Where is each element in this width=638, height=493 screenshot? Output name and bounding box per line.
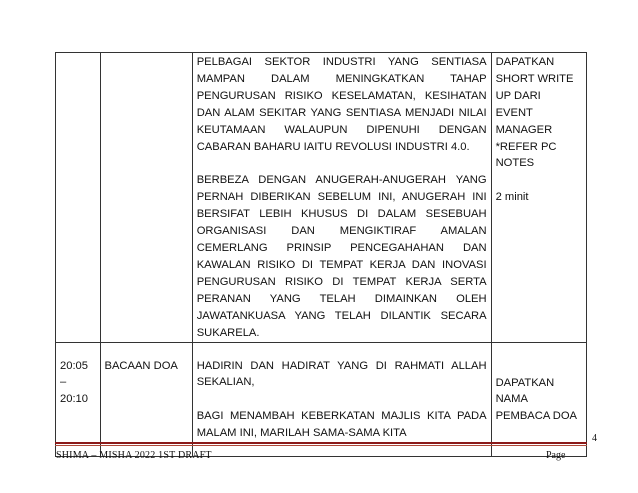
note-line: *REFER PC	[495, 140, 557, 153]
footer-divider	[55, 442, 587, 444]
table-row	[56, 342, 587, 456]
content-cell	[192, 53, 491, 343]
content-cell	[192, 342, 491, 456]
time-start: 20:05 –	[60, 359, 88, 389]
note-line: UP DARI	[495, 89, 541, 102]
note-line: PEMBACA DOA	[495, 410, 578, 423]
note-line: MANAGER	[495, 123, 553, 136]
item-cell: BACAAN DOA	[100, 342, 192, 456]
note-line: DAPATKAN	[495, 56, 555, 68]
time-cell	[56, 53, 101, 343]
footer-page-label: Page	[546, 450, 566, 461]
footer-divider	[55, 445, 587, 446]
note-line: SHORT WRITE	[495, 72, 574, 85]
table-row	[56, 53, 587, 343]
note-line: EVENT	[495, 106, 533, 119]
content-paragraph: BERBEZA DENGAN ANUGERAH-ANUGERAH YANG PERNAH DIBERIKAN SEBELUM INI, ANUGERAH INI BERSIFAT LEBIH KHUSUS DI DALAM SESEBUAH ORGANISASI DAN MENGIKTIRAF AMALAN CEMERLANG PRINSIP PENCEGAHAHAN DAN KAWALAN RISIKO DI TEMPAT KERJA DAN INOVASI PENGURUSAN RISIKO DI TEMPAT KERJA SERTA PERANAN YANG TELAH DIMAINKAN OLEH JAWATANKUASA YANG TELAH DILANTIK SECARA SUKARELA.	[196, 174, 487, 339]
content-paragraph: PELBAGAI SEKTOR INDUSTRI YANG SENTIASA MAMPAN DALAM MENINGKATKAN TAHAP PENGURUSAN RISIKO KESELAMATAN, KESIHATAN DAN ALAM SEKITAR YANG SENTIASA MENJADI NILAI KEUTAMAAN WALAUPUN DIPENUHI DENGAN CABARAN BAHARU IAITU REVOLUSI INDUSTRI 4.0.	[196, 56, 487, 153]
note-line: NOTES	[495, 157, 535, 170]
note-line: NAMA	[495, 393, 528, 406]
note-cell	[491, 53, 586, 343]
note-cell	[491, 342, 586, 456]
footer-draft-label: SHIMA – MISHA 2022 1ST DRAFT	[56, 450, 212, 461]
page-number: 4	[592, 433, 597, 444]
item-cell	[100, 53, 192, 343]
duration-text: 2 minit	[495, 191, 529, 204]
rundown-table	[55, 52, 587, 457]
note-line: DAPATKAN	[495, 376, 555, 389]
time-cell	[56, 342, 101, 456]
content-paragraph: BAGI MENAMBAH KEBERKATAN MAJLIS KITA PADA MALAM INI, MARILAH SAMA-SAMA KITA	[196, 410, 487, 440]
content-paragraph: HADIRIN DAN HADIRAT YANG DI RAHMATI ALLAH SEKALIAN,	[196, 359, 487, 389]
time-end: 20:10	[60, 393, 88, 406]
